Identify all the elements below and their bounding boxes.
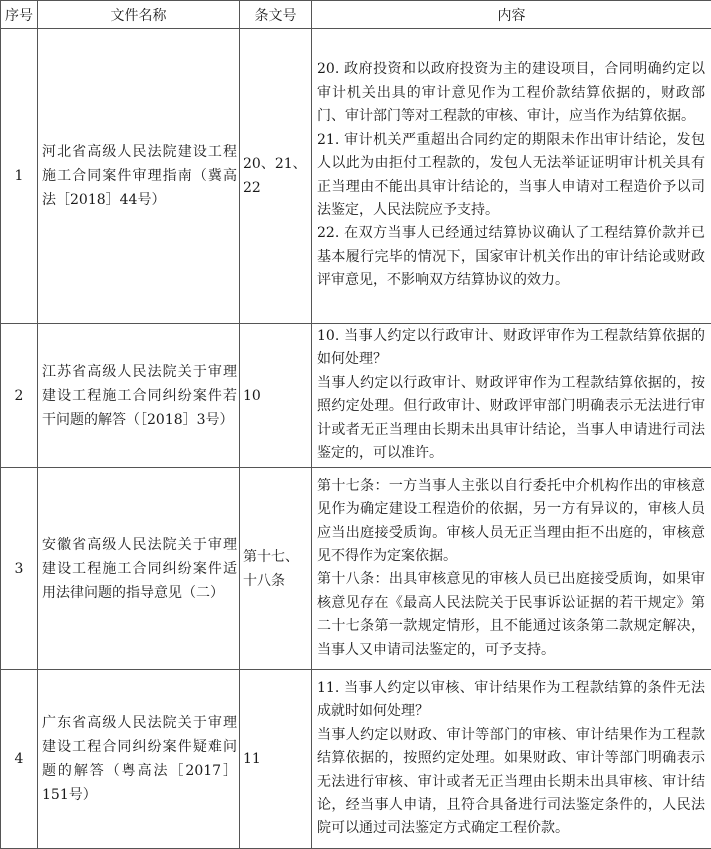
content-paragraph: 20. 政府投资和以政府投资为主的建设项目，合同明确约定以审计机关出具的审计意见作为工程价款结算依据的，财政部门、审计部门等对工程款的审核、审计，应当作为结算依据。 bbox=[317, 58, 705, 128]
document-name: 江苏省高级人民法院关于审理建设工程施工合同纠纷案件若干问题的解答（［2018］3号） bbox=[38, 324, 240, 468]
content-paragraph: 第十七条：一方当事人主张以自行委托中介机构作出的审核意见作为确定建设工程造价的依据，另一方有异议的，审核人员应当出庭接受质询。审核人员无正当理由拒不出庭的，审核意见不得作为定案依据。 bbox=[317, 475, 705, 569]
row-index: 1 bbox=[1, 29, 38, 324]
header-content: 内容 bbox=[312, 1, 711, 29]
article-number: 11 bbox=[240, 670, 312, 849]
article-number: 10 bbox=[240, 324, 312, 468]
content-paragraph: 21. 审计机关严重超出合同约定的期限未作出审计结论，发包人以此为由拒付工程款的，发包人无法举证证明审计机关具有正当理由不能出具审计结论的，当事人申请对工程造价予以司法鉴定，人民法院应予支持。 bbox=[317, 129, 705, 223]
content-cell bbox=[312, 324, 711, 468]
table-row bbox=[1, 324, 711, 468]
row-index: 2 bbox=[1, 324, 38, 468]
content-paragraph: 第十八条：出具审核意见的审核人员已出庭接受质询，如果审核意见存在《最高人民法院关于民事诉讼证据的若干规定》第二十七条第一款规定情形，且不能通过该条第二款规定解决，当事人又申请司法鉴定的，可予支持。 bbox=[317, 568, 705, 662]
document-name: 安徽省高级人民法院关于审理建设工程施工合同纠纷案件适用法律问题的指导意见（二） bbox=[38, 468, 240, 670]
article-number: 20、21、22 bbox=[240, 29, 312, 324]
table-row bbox=[1, 29, 711, 324]
header-article-number: 条文号 bbox=[240, 1, 312, 29]
content-cell bbox=[312, 670, 711, 849]
table-row bbox=[1, 468, 711, 670]
content-cell bbox=[312, 29, 711, 324]
header-document-name: 文件名称 bbox=[38, 1, 240, 29]
article-number: 第十七、十八条 bbox=[240, 468, 312, 670]
content-cell bbox=[312, 468, 711, 670]
document-name: 河北省高级人民法院建设工程施工合同案件审理指南（冀高法［2018］44号） bbox=[38, 29, 240, 324]
content-paragraph: 当事人约定以财政、审计等部门的审核、审计结果作为工程款结算依据的，按照约定处理。如果财政、审计等部门明确表示无法进行审核、审计或者无正当理由长期未出具审核、审计结论，经当事人申请，且符合具备进行司法鉴定条件的，人民法院可以通过司法鉴定方式确定工程价款。 bbox=[317, 724, 705, 841]
content-paragraph: 22. 在双方当事人已经通过结算协议确认了工程结算价款并已基本履行完毕的情况下，国家审计机关作出的审计结论或财政评审意见，不影响双方结算协议的效力。 bbox=[317, 222, 705, 292]
row-index: 3 bbox=[1, 468, 38, 670]
content-paragraph: 10. 当事人约定以行政审计、财政评审作为工程款结算依据的如何处理？ bbox=[317, 325, 705, 372]
header-index: 序号 bbox=[1, 1, 38, 29]
content-paragraph: 11. 当事人约定以审核、审计结果作为工程款结算的条件无法成就时如何处理？ bbox=[317, 677, 705, 724]
row-index: 4 bbox=[1, 670, 38, 849]
table-row bbox=[1, 670, 711, 849]
table-header-row bbox=[1, 1, 711, 29]
document-name: 广东省高级人民法院关于审理建设工程合同纠纷案件疑难问题的解答（粤高法［2017］151号） bbox=[38, 670, 240, 849]
content-paragraph: 当事人约定以行政审计、财政评审作为工程款结算依据的，按照约定处理。但行政审计、财政评审部门明确表示无法进行审计或者无正当理由长期未出具审计结论，当事人申请进行司法鉴定的，可以准许。 bbox=[317, 372, 705, 466]
